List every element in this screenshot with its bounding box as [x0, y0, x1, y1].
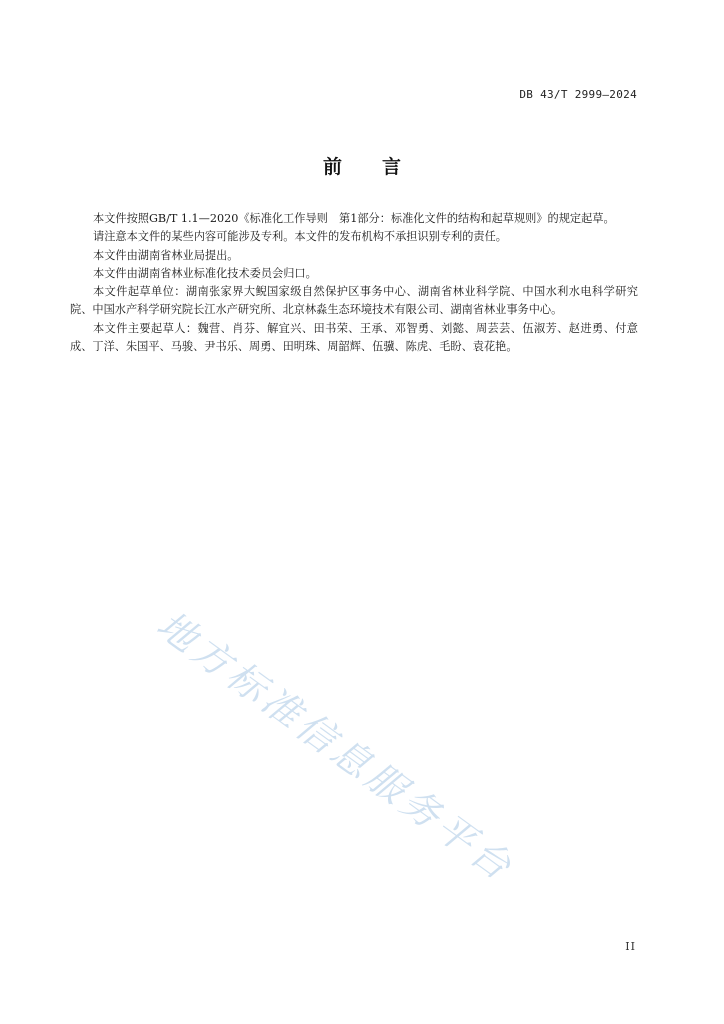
foreword-body — [70, 210, 638, 356]
paragraph-drafters: 本文件主要起草人：魏营、肖芬、解宜兴、田书荣、王承、邓智勇、刘懿、周芸芸、伍淑芳、赵进勇、付意成、丁洋、朱国平、马骏、尹书乐、周勇、田明珠、周韶辉、伍骥、陈虎、毛盼、袁花艳。 — [70, 321, 638, 354]
page-title: 前言 — [322, 156, 441, 178]
page-number: II — [625, 940, 636, 953]
paragraph-drafting-rules: 本文件按照GB/T 1.1—2020《标准化工作导则 第1部分：标准化文件的结构和起草规则》的规定起草。 — [93, 212, 615, 225]
paragraph-proposer: 本文件由湖南省林业局提出。 — [93, 248, 239, 262]
standard-code: DB 43/T 2999—2024 — [519, 88, 637, 101]
paragraph-technical-committee: 本文件由湖南省林业标准化技术委员会归口。 — [93, 266, 317, 280]
paragraph-patent-notice: 请注意本文件的某些内容可能涉及专利。本文件的发布机构不承担识别专利的责任。 — [93, 230, 507, 244]
paragraph-drafting-units: 本文件起草单位：湖南张家界大鲵国家级自然保护区事务中心、湖南省林业科学院、中国水利水电科学研究院、中国水产科学研究院长江水产研究所、北京林淼生态环境技术有限公司、湖南省林业事务中心。 — [70, 285, 638, 317]
watermark: 地方标准信息服务平台 — [148, 602, 523, 891]
